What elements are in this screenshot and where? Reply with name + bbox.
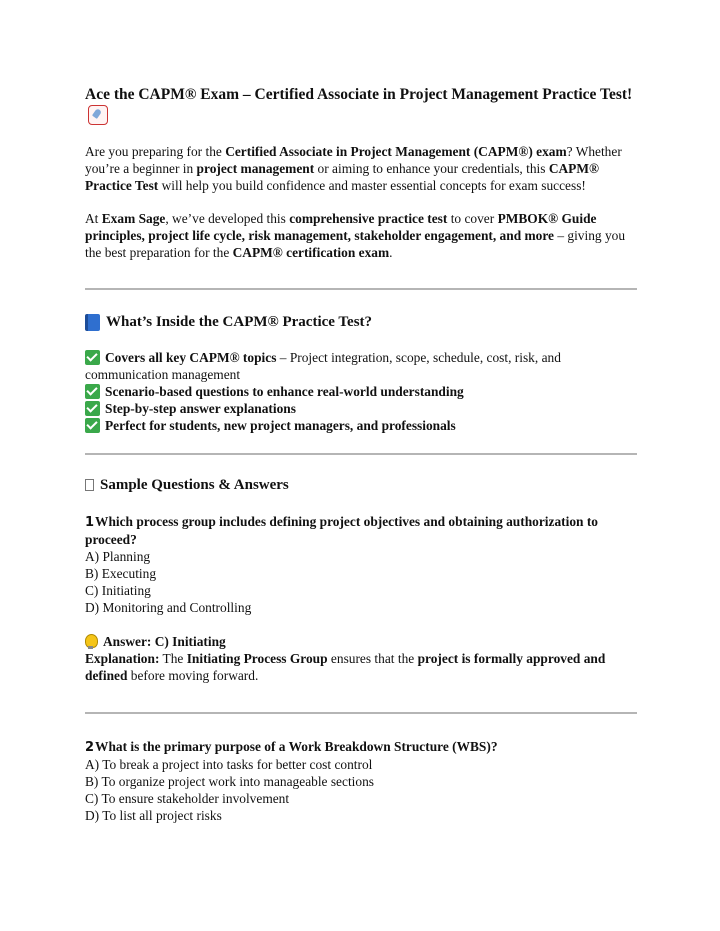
- title-text: Ace the CAPM® Exam – Certified Associate in Project Management Practice Test!: [85, 86, 633, 103]
- intro-p1-run: CAPM® Practice Test: [85, 161, 599, 193]
- section-divider: [85, 453, 637, 455]
- check-mark-icon: [85, 350, 100, 365]
- answer-option: D) To list all project risks: [85, 808, 222, 823]
- keycap-number-icon: 2: [85, 740, 95, 755]
- intro-p2-run: – giving you the best preparation for the: [85, 228, 626, 260]
- feature-item: [85, 400, 637, 417]
- intro-paragraph-2: [85, 210, 637, 261]
- check-mark-icon: [85, 418, 100, 433]
- light-bulb-icon: [85, 634, 98, 648]
- intro-p2-run: comprehensive practice test: [289, 211, 448, 226]
- feature-item: [85, 383, 637, 400]
- explanation-run: Explanation:: [85, 651, 160, 666]
- answer-option: B) Executing: [85, 566, 157, 581]
- intro-p1-run: ? Whether you’re a beginner in: [85, 144, 622, 176]
- answer-text: Answer: C) Initiating: [103, 634, 226, 649]
- intro-p1-run: Certified Associate in Project Management (CAPM®) exam: [225, 144, 567, 159]
- section-heading-whats-inside: [85, 312, 637, 332]
- feature-bold-text: Perfect for students, new project managers, and professionals: [105, 418, 456, 433]
- answer-option: C) Initiating: [85, 583, 151, 598]
- intro-p2-run: At: [85, 211, 102, 226]
- intro-paragraph-1: [85, 143, 637, 194]
- feature-item: [85, 417, 637, 434]
- section-divider: [85, 288, 637, 290]
- section-heading-text: Sample Questions & Answers: [100, 477, 289, 493]
- intro-p2-run: CAPM® certification exam: [232, 245, 390, 260]
- explanation: [85, 650, 637, 684]
- explanation-run: The: [159, 651, 187, 666]
- intro-p2-run: to cover: [447, 211, 498, 226]
- feature-text: – Project integration, scope, schedule, cost, risk, and communication management: [85, 350, 561, 382]
- feature-item: [85, 349, 637, 383]
- intro-p2-run: PMBOK® Guide principles, project life cycle, risk management, stakeholder engagement, and more: [85, 211, 597, 243]
- page-title: [85, 84, 637, 128]
- answer-option: C) To ensure stakeholder involvement: [85, 791, 290, 806]
- feature-bold-text: Scenario-based questions to enhance real-world understanding: [105, 384, 464, 399]
- feature-bold-text: Step-by-step answer explanations: [105, 401, 296, 416]
- section-heading-text: What’s Inside the CAPM® Practice Test?: [106, 314, 373, 330]
- explanation-run: project is formally approved and defined: [85, 651, 606, 683]
- explanation-run: Initiating Process Group: [186, 651, 328, 666]
- question-body: What is the primary purpose of a Work Breakdown Structure (WBS)?: [95, 739, 498, 754]
- check-mark-icon: [85, 401, 100, 416]
- missing-glyph-icon: [85, 479, 94, 491]
- explanation-run: ensures that the: [327, 651, 418, 666]
- answer-option: B) To organize project work into manageable sections: [85, 774, 374, 789]
- keycap-number-icon: 1: [85, 515, 95, 530]
- intro-p2-run: Exam Sage: [101, 211, 166, 226]
- feature-bold-text: Covers all key CAPM® topics: [105, 350, 277, 365]
- intro-p1-run: will help you build confidence and master essential concepts for exam success!: [158, 178, 586, 193]
- document-content: [85, 84, 637, 824]
- rocket-icon: [88, 105, 108, 125]
- intro-p1-run: or aiming to enhance your credentials, this: [314, 161, 549, 176]
- blue-book-icon: [85, 314, 100, 331]
- intro-p1-run: Are you preparing for the: [85, 144, 226, 159]
- section-heading-sample-questions: [85, 475, 637, 495]
- intro-p2-run: , we’ve developed this: [165, 211, 290, 226]
- check-mark-icon: [85, 384, 100, 399]
- answer-option: A) To break a project into tasks for better cost control: [85, 757, 373, 772]
- question-block-1: [85, 513, 637, 684]
- explanation-run: before moving forward.: [127, 668, 259, 683]
- question-block-2: [85, 738, 637, 824]
- intro-p1-run: project management: [196, 161, 315, 176]
- question-text: [85, 738, 637, 756]
- answer-option: A) Planning: [85, 549, 151, 564]
- question-body: Which process group includes defining project objectives and obtaining authorization to proceed?: [85, 514, 598, 547]
- section-divider: [85, 712, 637, 714]
- question-text: [85, 513, 637, 548]
- feature-list: [85, 349, 637, 434]
- answer-line: [85, 633, 637, 650]
- answer-option: D) Monitoring and Controlling: [85, 600, 252, 615]
- intro-p2-run: .: [389, 245, 393, 260]
